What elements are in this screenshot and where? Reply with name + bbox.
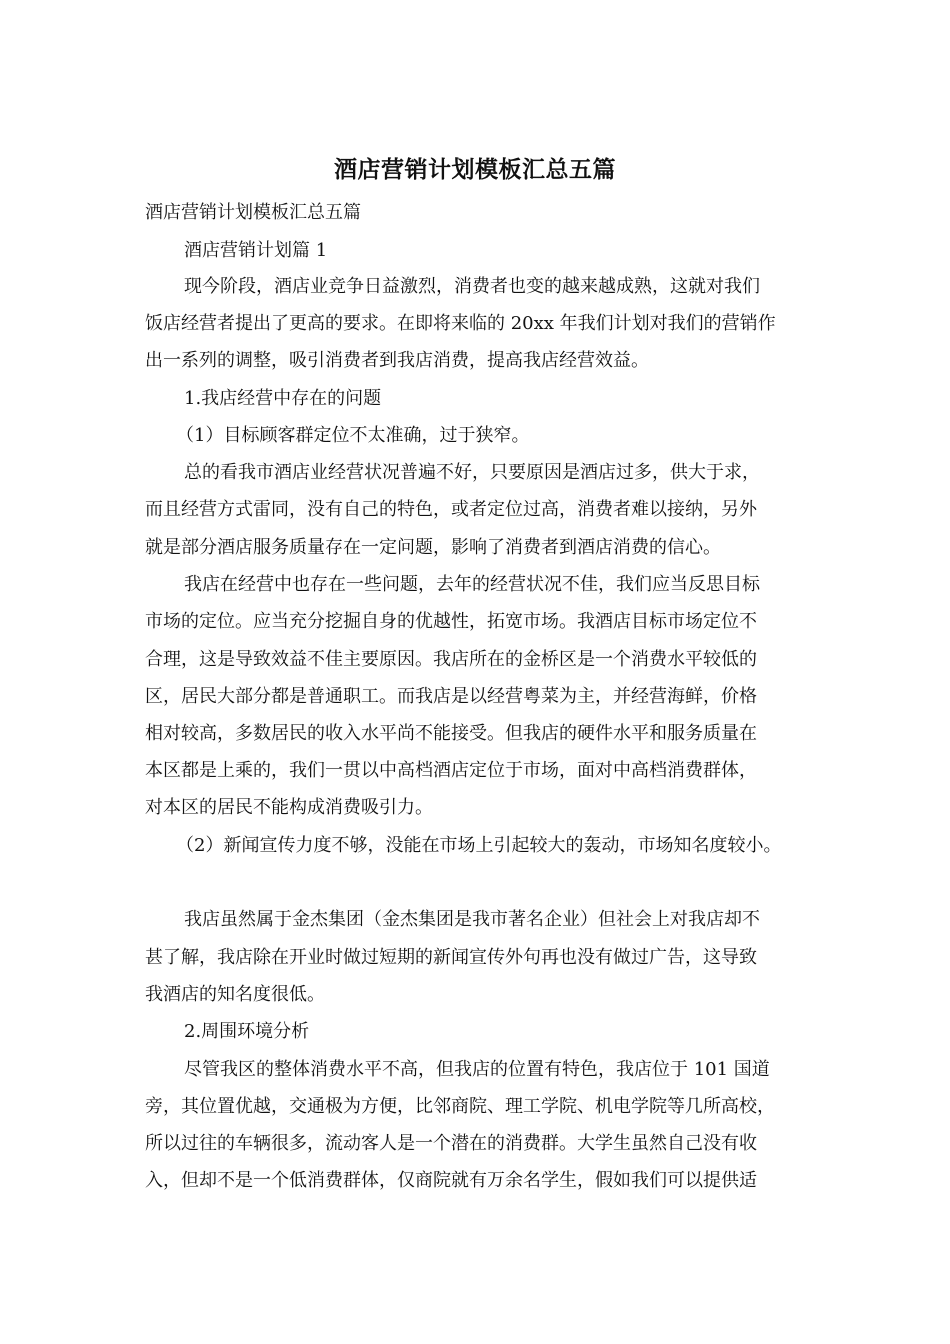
paragraph-line: 总的看我市酒店业经营状况普遍不好，只要原因是酒店过多，供大于求，	[184, 462, 760, 483]
paragraph-line: 我店虽然属于金杰集团（金杰集团是我市著名企业）但社会上对我店却不	[184, 909, 760, 930]
paragraph-line: 本区都是上乘的，我们一贯以中高档酒店定位于市场，面对中高档消费群体，	[145, 760, 757, 781]
paragraph-line: 现今阶段，酒店业竞争日益激烈，消费者也变的越来越成熟，这就对我们	[184, 276, 760, 297]
paragraph-line: 尽管我区的整体消费水平不高，但我店的位置有特色，我店位于 101 国道	[184, 1059, 770, 1080]
document-title: 酒店营销计划模板汇总五篇	[334, 156, 616, 183]
paragraph-line: 甚了解，我店除在开业时做过短期的新闻宣传外句再也没有做过广告，这导致	[145, 947, 757, 968]
paragraph-line: 相对较高，多数居民的收入水平尚不能接受。但我店的硬件水平和服务质量在	[145, 723, 757, 744]
paragraph-line: 对本区的居民不能构成消费吸引力。	[145, 797, 433, 818]
subtitle-line: 酒店营销计划模板汇总五篇	[145, 202, 361, 223]
paragraph-line: 所以过往的车辆很多，流动客人是一个潜在的消费群。大学生虽然自己没有收	[145, 1133, 757, 1154]
paragraph-line: 旁，其位置优越，交通极为方便，比邻商院、理工学院、机电学院等几所高校，	[145, 1096, 775, 1117]
sub-heading: （1）目标顾客群定位不太准确，过于狭窄。	[176, 425, 530, 446]
paragraph-line: 饭店经营者提出了更高的要求。在即将来临的 20xx 年我们计划对我们的营销作	[145, 313, 776, 334]
paragraph-line: 合理，这是导致效益不佳主要原因。我店所在的金桥区是一个消费水平较低的	[145, 649, 757, 670]
sub-heading: （2）新闻宣传力度不够，没能在市场上引起较大的轰动，市场知名度较小。	[176, 835, 782, 856]
paragraph-line: 而且经营方式雷同，没有自己的特色，或者定位过高，消费者难以接纳，另外	[145, 499, 757, 520]
paragraph-line: 就是部分酒店服务质量存在一定问题，影响了消费者到酒店消费的信心。	[145, 537, 721, 558]
numbered-heading: 1.我店经营中存在的问题	[184, 388, 382, 409]
paragraph-line: 区，居民大部分都是普通职工。而我店是以经营粤菜为主，并经营海鲜，价格	[145, 686, 757, 707]
section-heading: 酒店营销计划篇 1	[184, 240, 328, 261]
paragraph-line: 入，但却不是一个低消费群体，仅商院就有万余名学生，假如我们可以提供适	[145, 1170, 757, 1191]
paragraph-line: 我店在经营中也存在一些问题，去年的经营状况不佳，我们应当反思目标	[184, 574, 760, 595]
paragraph-line: 市场的定位。应当充分挖掘自身的优越性，拓宽市场。我酒店目标市场定位不	[145, 611, 757, 632]
paragraph-line: 我酒店的知名度很低。	[145, 984, 325, 1005]
paragraph-line: 出一系列的调整，吸引消费者到我店消费，提高我店经营效益。	[145, 350, 649, 371]
numbered-heading: 2.周围环境分析	[184, 1021, 310, 1042]
